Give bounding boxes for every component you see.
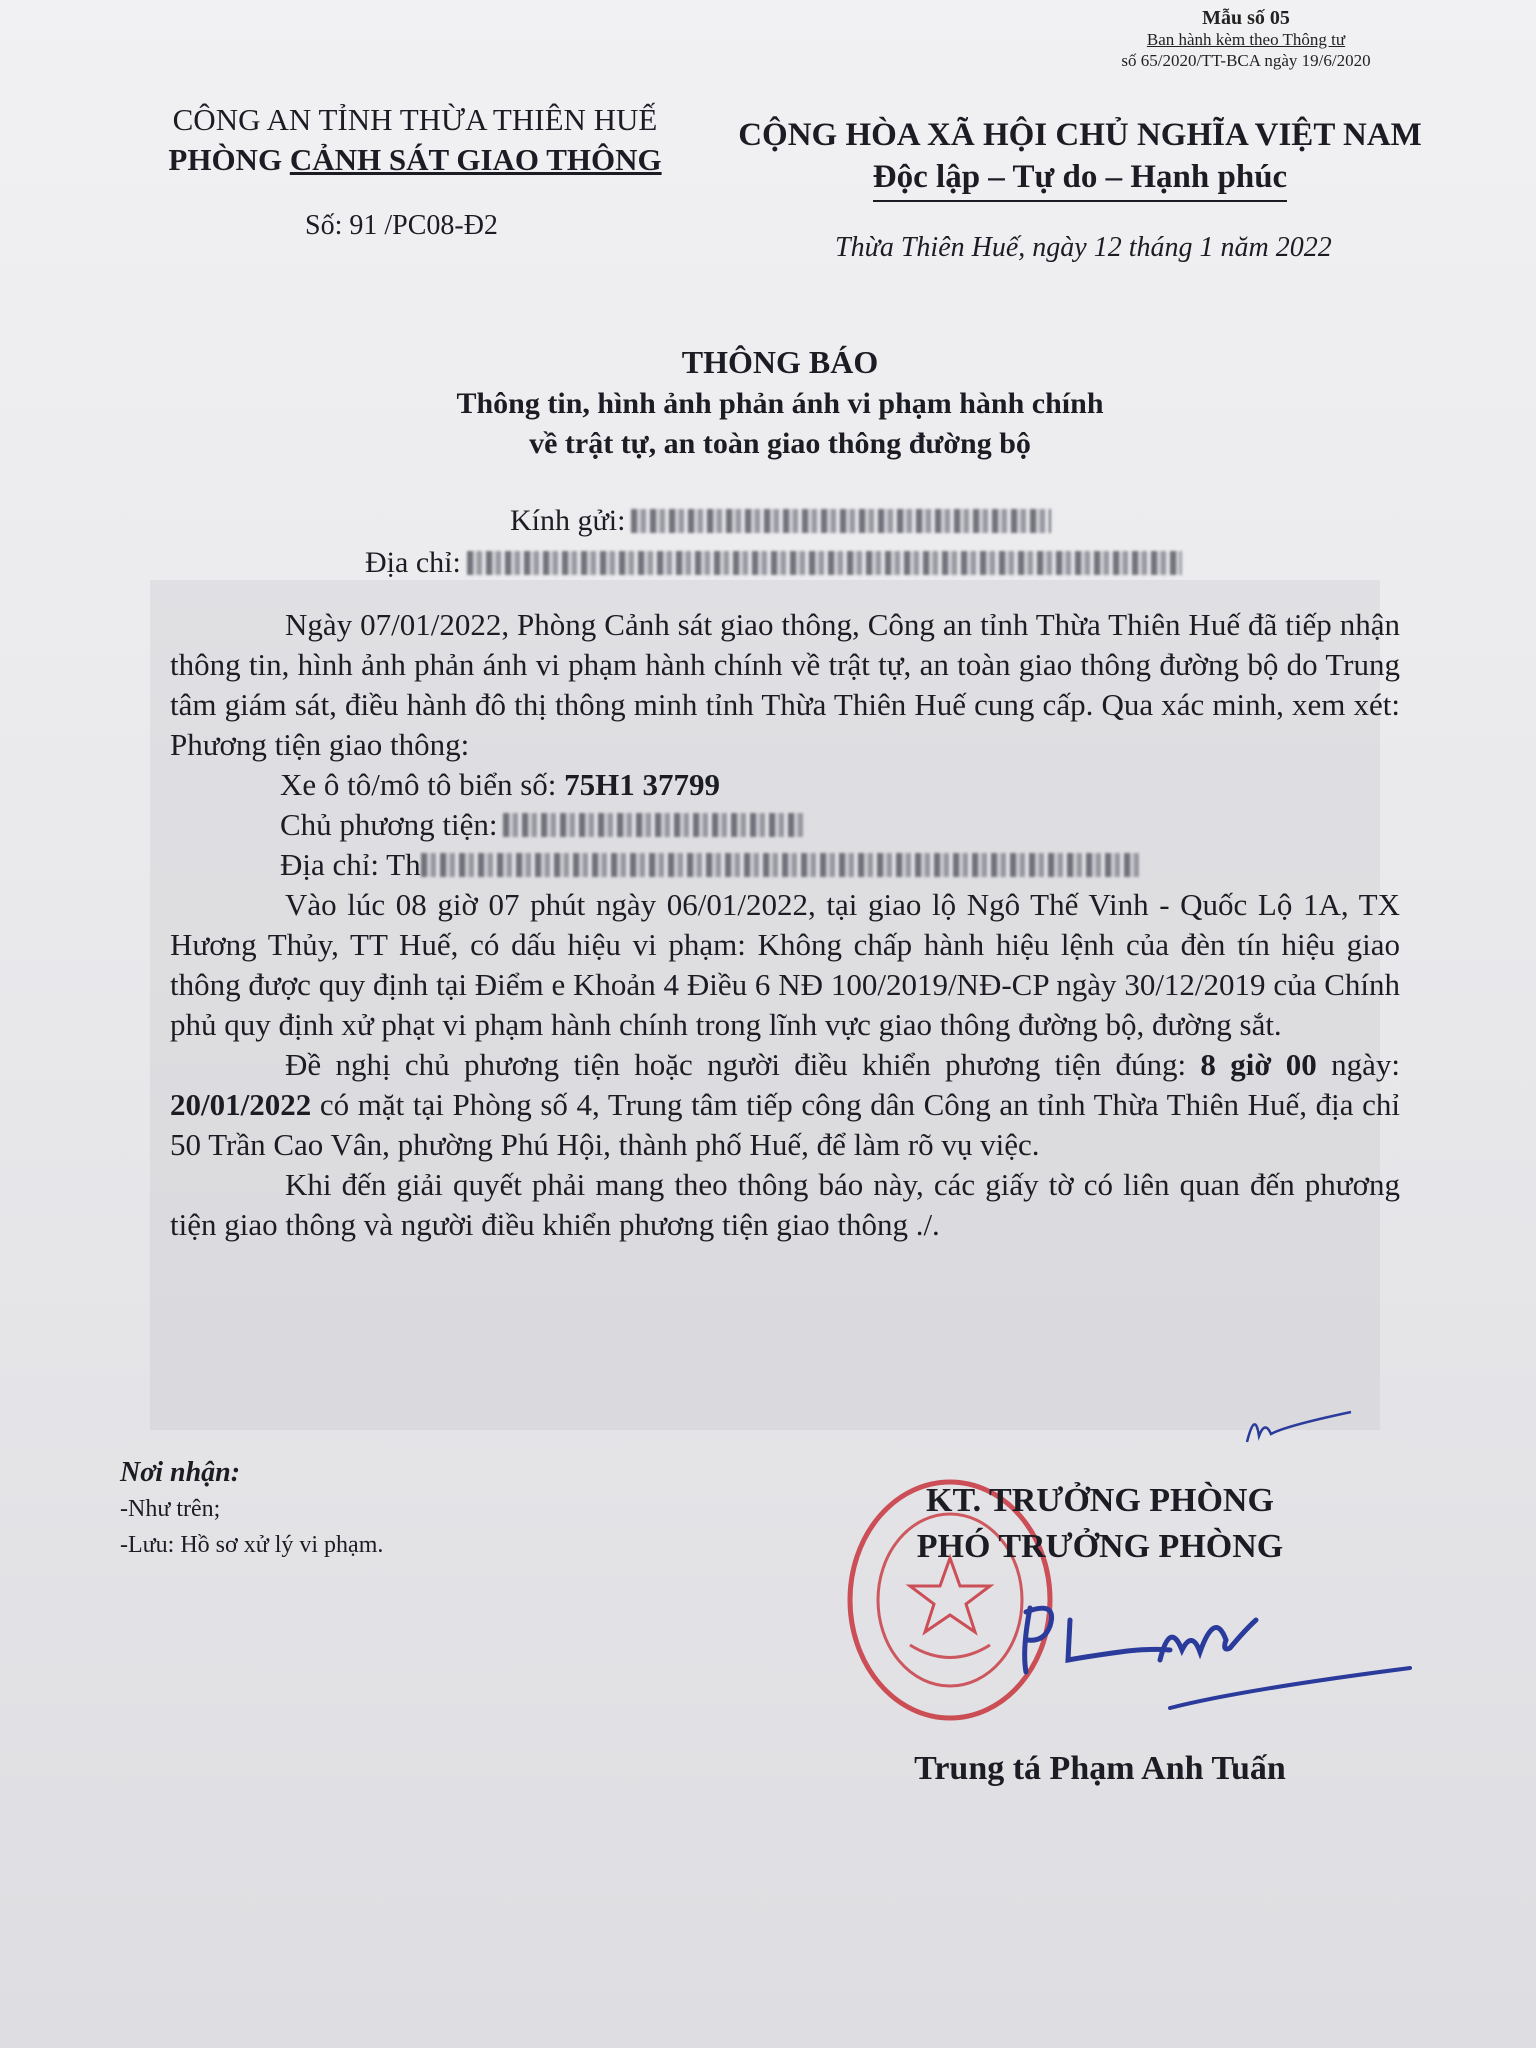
form-circular-line: số 65/2020/TT-BCA ngày 19/6/2020 [1121, 51, 1371, 70]
paragraph-summons: Đề nghị chủ phương tiện hoặc người điều khiển phương tiện đúng: 8 giờ 00 ngày: 20/01/2022 có mặt tại Phòng số 4, Trung tâm tiếp công dân Công an tỉnh Thừa Thiên Huế, địa chỉ 50 Trần Cao Vân, phường Phú Hội, thành phố Huế, để làm rõ vụ việc. [170, 1047, 1401, 1162]
signatory-title-2: PHÓ TRƯỞNG PHÒNG [916, 1528, 1284, 1565]
recipients-section [120, 1455, 383, 1563]
signatory-title-1: KT. TRƯỞNG PHÒNG [926, 1482, 1274, 1519]
form-number: Mẫu số 05 [1202, 7, 1290, 29]
vehicle-plate-line: Xe ô tô/mô tô biển số: 75H1 37799 [280, 767, 721, 802]
redacted-recipient-name [631, 509, 1051, 533]
form-issued-line: Ban hành kèm theo Thông tư [1146, 30, 1346, 49]
document-date: Thừa Thiên Huế, ngày 12 tháng 1 năm 2022 [835, 232, 1332, 263]
document-number: Số: 91 /PC08-Đ2 [305, 210, 498, 241]
plate-number: 75H1 37799 [564, 767, 721, 802]
paragraph-received: Ngày 07/01/2022, Phòng Cảnh sát giao thông, Công an tỉnh Thừa Thiên Huế đã tiếp nhận thông tin, hình ảnh phản ánh vi phạm hành chính về trật tự, an toàn giao thông đường bộ do Trung tâm giám sát, điều hành đô thị thông minh tỉnh Thừa Thiên Huế cung cấp. Qua xác minh, xem xét: Phương tiện giao thông: [170, 607, 1400, 762]
department-name: PHÒNG CẢNH SÁT GIAO THÔNG [168, 142, 662, 177]
recipient-address-label: Địa chỉ: [365, 546, 461, 579]
country-name: CỘNG HÒA XÃ HỘI CHỦ NGHĨA VIỆT NAM [738, 117, 1422, 153]
paragraph-requirements: Khi đến giải quyết phải mang theo thông báo này, các giấy tờ có liên quan đến phương tiện giao thông và người điều khiển phương tiện giao thông ./. [170, 1167, 1400, 1242]
title-main: THÔNG BÁO [681, 344, 879, 380]
signatory-title [860, 1478, 1340, 1570]
recipient-item-2: -Lưu: Hồ sơ xử lý vi phạm. [120, 1532, 384, 1558]
recipient-item-1: -Như trên; [120, 1496, 221, 1522]
recipients-heading: Nơi nhận: [120, 1457, 241, 1488]
national-motto: Độc lập – Tự do – Hạnh phúc [873, 156, 1287, 202]
summons-date: 20/01/2022 [170, 1087, 312, 1122]
initials-mark [1225, 1400, 1355, 1450]
notice-body [170, 605, 1400, 1245]
recipient-label: Kính gửi: [510, 504, 626, 537]
recipient-block [355, 500, 1182, 584]
handwritten-signature [1000, 1590, 1420, 1720]
national-header [720, 114, 1440, 202]
signer-name: Trung tá Phạm Anh Tuấn [914, 1750, 1286, 1787]
agency-name: CÔNG AN TỈNH THỪA THIÊN HUẾ [172, 102, 658, 137]
form-reference [1066, 8, 1426, 71]
title-sub-1: Thông tin, hình ảnh phản ánh vi phạm hành chính [456, 387, 1104, 420]
vehicle-owner-line: Chủ phương tiện: [170, 805, 1400, 845]
issuing-agency [140, 100, 690, 180]
redacted-owner-address [421, 853, 1141, 877]
redacted-recipient-address [467, 551, 1182, 575]
summons-time: 8 giờ 00 [1200, 1047, 1317, 1082]
owner-address-line: Địa chỉ: Th [170, 845, 1400, 885]
document-title [300, 340, 1260, 464]
paragraph-violation: Vào lúc 08 giờ 07 phút ngày 06/01/2022, tại giao lộ Ngô Thế Vinh - Quốc Lộ 1A, TX Hương Thủy, TT Huế, có dấu hiệu vi phạm: Không chấp hành hiệu lệnh của đèn tín hiệu giao thông được quy định tại Điểm e Khoản 4 Điều 6 NĐ 100/2019/NĐ-CP ngày 30/12/2019 của Chính phủ quy định xử phạt vi phạm hành chính trong lĩnh vực giao thông đường bộ, đường sắt. [170, 887, 1400, 1042]
title-sub-2: về trật tự, an toàn giao thông đường bộ [529, 427, 1031, 460]
redacted-owner-name [503, 813, 803, 837]
